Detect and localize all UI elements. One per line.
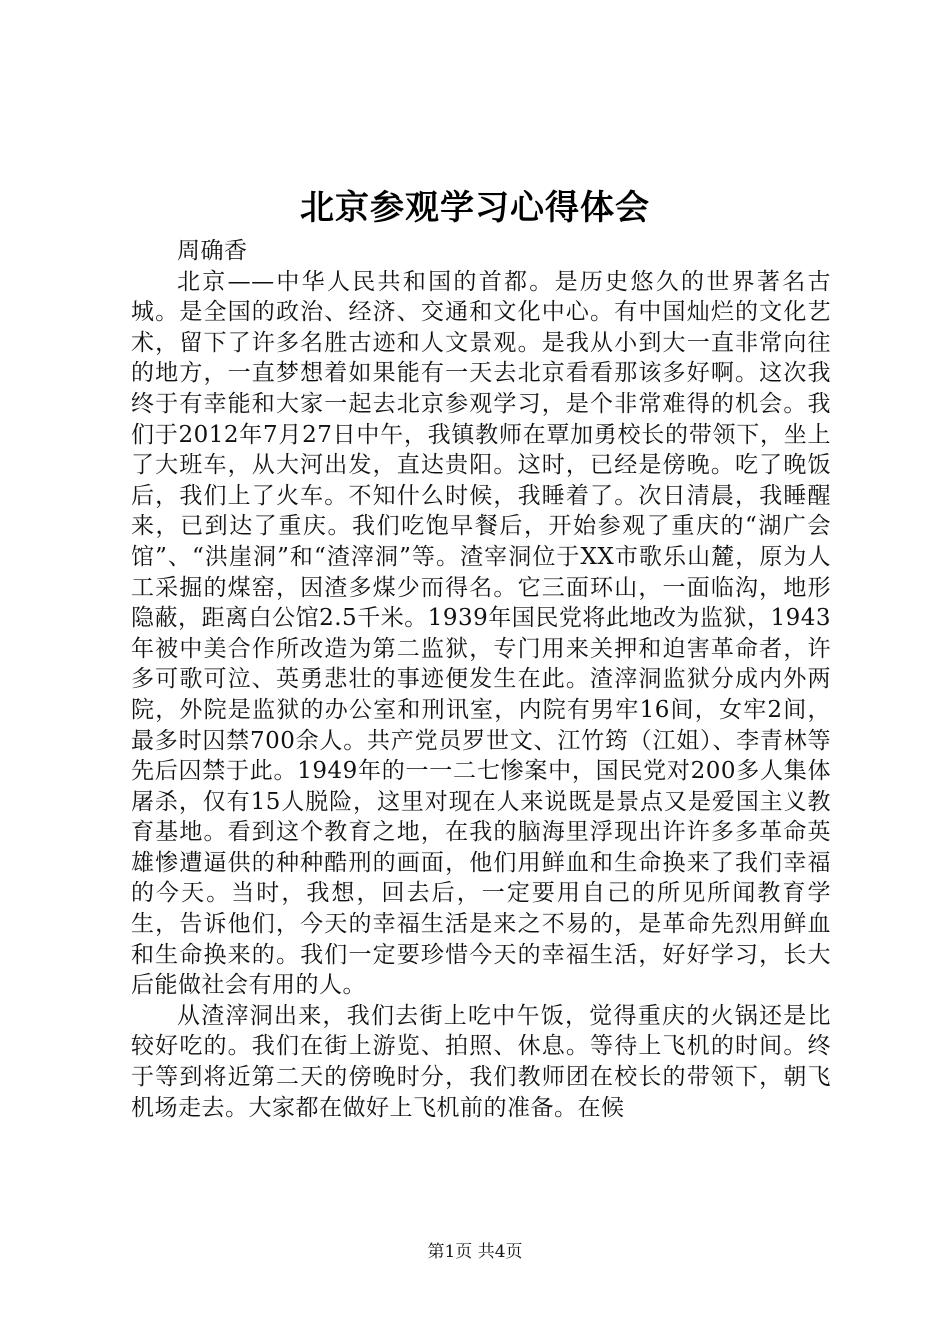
paragraph-1: 北京——中华人民共和国的首都。是历史悠久的世界著名古城。是全国的政治、经济、交通和文化中心。有中国灿烂的文化艺术，留下了许多名胜古迹和人文景观。是我从小到大一直非常向往的地方，一直梦想着如果能有一天去北京看看那该多好啊。这次我终于有幸能和大家一起去北京参观学习，是个非常难得的机会。我们于2012年7月27日中午，我镇教师在覃加勇校长的带领下，坐上了大班车，从大河出发，直达贵阳。这时，已经是傍晚。吃了晚饭后，我们上了火车。不知什么时候，我睡着了。次日清晨，我睡醒来，已到达了重庆。我们吃饱早餐后，开始参观了重庆的“湖广会馆”、“洪崖洞”和“渣滓洞”等。渣宰洞位于XX市歌乐山麓，原为人工采掘的煤窑，因渣多煤少而得名。它三面环山，一面临沟，地形隐蔽，距离白公馆2.5千米。1939年国民党将此地改为监狱，1943年被中美合作所改造为第二监狱，专门用来关押和迫害革命者，许多可歌可泣、英勇悲壮的事迹便发生在此。渣滓洞监狱分成内外两院，外院是监狱的办公室和刑讯室，内院有男牢16间，女牢2间，最多时囚禁700余人。共产党员罗世文、江竹筠（江姐）、李青林等先后囚禁于此。1949年的一一二七惨案中，国民党对200多人集体屠杀，仅有15人脱险，这里对现在人来说既是景点又是爱国主义教育基地。看到这个教育之地，在我的脑海里浮现出许许多多革命英雄惨遭逼供的种种酷刑的画面，他们用鲜血和生命换来了我们幸福的今天。当时，我想，回去后，一定要用自己的所见所闻教育学生，告诉他们，今天的幸福生活是来之不易的，是革命先烈用鲜血和生命换来的。我们一定要珍惜今天的幸福生活，好好学习，长大后能做社会有用的人。 [131, 268, 831, 999]
author-name: 周确香 [177, 238, 248, 264]
page-footer: 第1页 共4页 [427, 1242, 523, 1262]
paragraph-2: 从渣滓洞出来，我们去街上吃中午饭，觉得重庆的火锅还是比较好吃的。我们在街上游览、拍照、休息。等待上飞机的时间。终于等到将近第二天的傍晚时分，我们教师团在校长的带领下，朝飞机场走去。大家都在做好上飞机前的准备。在候 [131, 1002, 831, 1121]
document-title: 北京参观学习心得体会 [300, 188, 650, 228]
document-body [131, 236, 831, 1123]
